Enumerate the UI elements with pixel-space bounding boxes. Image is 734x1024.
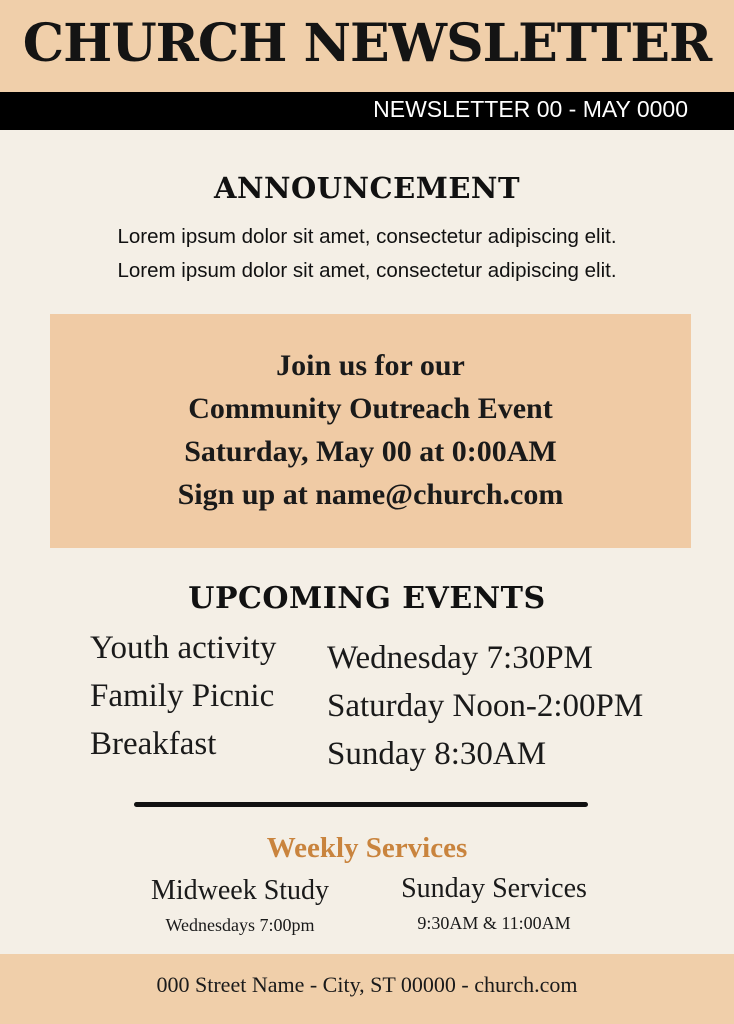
service-sunday (364, 872, 624, 938)
section-divider (134, 802, 588, 807)
announcement-line: Lorem ipsum dolor sit amet, consectetur adipiscing elit. (117, 225, 617, 248)
event-name-line: Community Outreach Event (188, 392, 553, 425)
service-midweek (110, 874, 370, 940)
outreach-event-box (50, 314, 691, 548)
announcement-heading: ANNOUNCEMENT (213, 171, 521, 205)
service-name: Sunday Services (401, 873, 587, 904)
upcoming-events-heading: UPCOMING EVENTS (188, 581, 546, 616)
event-item-time: Sunday 8:30AM (327, 736, 547, 772)
service-time: Wednesdays 7:00pm (165, 915, 315, 935)
footer-band (0, 954, 734, 1024)
upcoming-events-list (90, 632, 710, 776)
announcement-line: Lorem ipsum dolor sit amet, consectetur adipiscing elit. (117, 259, 617, 282)
service-name: Midweek Study (150, 875, 330, 906)
issue-label: NEWSLETTER 00 - MAY 0000 (373, 96, 688, 122)
footer-address: 000 Street Name - City, ST 00000 - church.com (156, 972, 578, 997)
event-item-name: Youth activity (90, 630, 277, 666)
event-item-name: Family Picnic (90, 678, 275, 714)
list-item (90, 632, 710, 680)
list-item (90, 680, 710, 728)
event-date-line: Saturday, May 00 at 0:00AM (184, 435, 557, 468)
list-item (90, 728, 710, 776)
event-signup-line: Sign up at name@church.com (177, 478, 564, 511)
event-item-name: Breakfast (90, 726, 217, 762)
header-band (0, 0, 734, 93)
issue-bar (0, 92, 734, 130)
event-item-time: Wednesday 7:30PM (327, 640, 593, 676)
newsletter-title: CHURCH NEWSLETTER (22, 13, 712, 74)
weekly-services-heading: Weekly Services (266, 832, 468, 864)
announcement-body (0, 220, 734, 288)
event-item-time: Saturday Noon-2:00PM (327, 688, 644, 724)
event-invite-line: Join us for our (276, 349, 465, 382)
service-time: 9:30AM & 11:00AM (417, 913, 571, 933)
